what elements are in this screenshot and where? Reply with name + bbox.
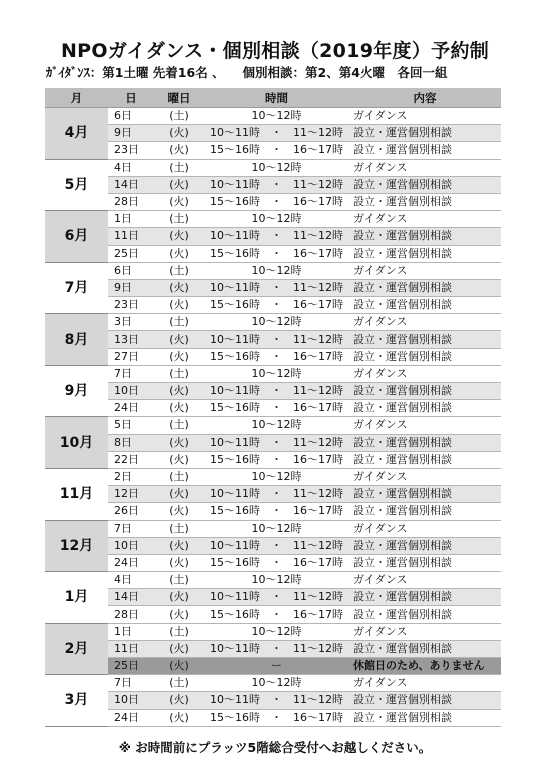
header-content: 内容 (349, 88, 501, 108)
time-cell: 10～11時 ・ 11～12時 (204, 589, 349, 606)
content-cell: ガイダンス (349, 314, 501, 331)
weekday-cell: (土) (154, 675, 204, 692)
content-cell: 設立・運営個別相談 (349, 503, 501, 520)
time-cell: 10～11時 ・ 11～12時 (204, 125, 349, 142)
weekday-cell: (土) (154, 417, 204, 434)
weekday-cell: (火) (154, 142, 204, 159)
schedule-row (45, 640, 501, 657)
header-weekday: 曜日 (154, 88, 204, 108)
day-cell: 23日 (108, 297, 154, 314)
content-cell: 設立・運営個別相談 (349, 640, 501, 657)
weekday-cell: (土) (154, 314, 204, 331)
schedule-row (45, 193, 501, 210)
weekday-cell: (火) (154, 606, 204, 623)
schedule-row (45, 125, 501, 142)
day-cell: 5日 (108, 417, 154, 434)
weekday-cell: (火) (154, 503, 204, 520)
time-cell: 15～16時 ・ 16～17時 (204, 709, 349, 726)
schedule-row (45, 520, 501, 537)
content-cell: 設立・運営個別相談 (349, 331, 501, 348)
day-cell: 14日 (108, 589, 154, 606)
content-cell: ガイダンス (349, 468, 501, 485)
day-cell: 9日 (108, 279, 154, 296)
time-cell: 10～11時 ・ 11～12時 (204, 383, 349, 400)
schedule-row (45, 572, 501, 589)
schedule-row (45, 486, 501, 503)
month-label: 5月 (45, 159, 108, 211)
content-cell: 設立・運営個別相談 (349, 451, 501, 468)
content-cell: ガイダンス (349, 108, 501, 125)
schedule-row (45, 314, 501, 331)
month-label: 4月 (45, 108, 108, 160)
weekday-cell: (火) (154, 434, 204, 451)
schedule-row (45, 692, 501, 709)
schedule-row (45, 503, 501, 520)
time-cell: 10～11時 ・ 11～12時 (204, 279, 349, 296)
month-label: 1月 (45, 572, 108, 624)
month-label: 3月 (45, 675, 108, 727)
time-cell: 10～12時 (204, 468, 349, 485)
footnote: ※ お時間前にプラッツ5階総合受付へお越しください。 (118, 740, 432, 755)
schedule-table (45, 88, 501, 727)
weekday-cell: (火) (154, 331, 204, 348)
schedule-row (45, 451, 501, 468)
content-cell: 設立・運営個別相談 (349, 383, 501, 400)
schedule-row (45, 468, 501, 485)
day-cell: 4日 (108, 159, 154, 176)
content-cell: 設立・運営個別相談 (349, 606, 501, 623)
day-cell: 7日 (108, 520, 154, 537)
content-cell: 設立・運営個別相談 (349, 434, 501, 451)
schedule-row (45, 606, 501, 623)
content-cell: 設立・運営個別相談 (349, 245, 501, 262)
time-cell: 15～16時 ・ 16～17時 (204, 348, 349, 365)
month-label: 10月 (45, 417, 108, 469)
time-cell: 10～11時 ・ 11～12時 (204, 692, 349, 709)
time-cell: 15～16時 ・ 16～17時 (204, 606, 349, 623)
time-cell: 10～11時 ・ 11～12時 (204, 228, 349, 245)
day-cell: 1日 (108, 211, 154, 228)
weekday-cell: (火) (154, 486, 204, 503)
content-cell: ガイダンス (349, 211, 501, 228)
day-cell: 8日 (108, 434, 154, 451)
weekday-cell: (火) (154, 554, 204, 571)
content-cell: 設立・運営個別相談 (349, 486, 501, 503)
day-cell: 12日 (108, 486, 154, 503)
header-month: 月 (45, 88, 108, 108)
day-cell: 24日 (108, 554, 154, 571)
month-label: 12月 (45, 520, 108, 572)
time-cell: 15～16時 ・ 16～17時 (204, 503, 349, 520)
time-cell: 15～16時 ・ 16～17時 (204, 193, 349, 210)
schedule-row-closed (45, 658, 501, 675)
time-cell: 15～16時 ・ 16～17時 (204, 451, 349, 468)
schedule-row (45, 589, 501, 606)
schedule-row (45, 434, 501, 451)
content-cell: 設立・運営個別相談 (349, 709, 501, 726)
day-cell: 14日 (108, 176, 154, 193)
page-title: NPOガイダンス・個別相談（2019年度）予約制 (60, 40, 490, 62)
weekday-cell: (火) (154, 228, 204, 245)
schedule-row (45, 400, 501, 417)
content-cell: ガイダンス (349, 623, 501, 640)
weekday-cell: (土) (154, 159, 204, 176)
day-cell: 4日 (108, 572, 154, 589)
content-cell: ガイダンス (349, 262, 501, 279)
content-cell: ガイダンス (349, 159, 501, 176)
day-cell: 26日 (108, 503, 154, 520)
weekday-cell: (土) (154, 262, 204, 279)
schedule-row (45, 159, 501, 176)
month-label: 9月 (45, 365, 108, 417)
subtitle-consultation-info: 個別相談：第2、第4火曜 各回一組 (242, 65, 448, 80)
header-day: 日 (108, 88, 154, 108)
time-cell: 10～11時 ・ 11～12時 (204, 486, 349, 503)
content-cell: 設立・運営個別相談 (349, 692, 501, 709)
time-cell: 10～12時 (204, 572, 349, 589)
time-cell: 15～16時 ・ 16～17時 (204, 142, 349, 159)
schedule-row (45, 245, 501, 262)
weekday-cell: (土) (154, 468, 204, 485)
time-cell: 10～12時 (204, 314, 349, 331)
content-cell: 設立・運営個別相談 (349, 176, 501, 193)
time-cell: 10～12時 (204, 108, 349, 125)
weekday-cell: (火) (154, 692, 204, 709)
schedule-row (45, 623, 501, 640)
day-cell: 7日 (108, 365, 154, 382)
schedule-row (45, 262, 501, 279)
subtitle-guidance-info: ｶﾞｲﾀﾞﾝｽ：第1土曜 先着16名 、 (46, 65, 225, 80)
time-cell: 15～16時 ・ 16～17時 (204, 400, 349, 417)
content-cell: ガイダンス (349, 572, 501, 589)
weekday-cell: (土) (154, 211, 204, 228)
content-cell: 設立・運営個別相談 (349, 554, 501, 571)
day-cell: 6日 (108, 108, 154, 125)
month-label: 7月 (45, 262, 108, 314)
schedule-row (45, 537, 501, 554)
weekday-cell: (火) (154, 400, 204, 417)
schedule-row (45, 279, 501, 296)
schedule-row (45, 331, 501, 348)
time-cell: 10～12時 (204, 262, 349, 279)
header-time: 時間 (204, 88, 349, 108)
day-cell: 27日 (108, 348, 154, 365)
day-cell: 28日 (108, 606, 154, 623)
time-cell: 15～16時 ・ 16～17時 (204, 554, 349, 571)
day-cell: 25日 (108, 245, 154, 262)
time-cell: 10～12時 (204, 159, 349, 176)
month-label: 8月 (45, 314, 108, 366)
weekday-cell: (火) (154, 279, 204, 296)
day-cell: 24日 (108, 400, 154, 417)
content-cell: 設立・運営個別相談 (349, 142, 501, 159)
weekday-cell: (火) (154, 658, 204, 675)
content-cell: 設立・運営個別相談 (349, 228, 501, 245)
weekday-cell: (火) (154, 176, 204, 193)
schedule-row (45, 142, 501, 159)
time-cell: 10～12時 (204, 520, 349, 537)
day-cell: 24日 (108, 709, 154, 726)
weekday-cell: (土) (154, 520, 204, 537)
content-cell: 設立・運営個別相談 (349, 400, 501, 417)
content-cell: 設立・運営個別相談 (349, 348, 501, 365)
weekday-cell: (火) (154, 709, 204, 726)
weekday-cell: (火) (154, 348, 204, 365)
schedule-row (45, 108, 501, 125)
weekday-cell: (土) (154, 572, 204, 589)
time-cell: 15～16時 ・ 16～17時 (204, 245, 349, 262)
weekday-cell: (土) (154, 365, 204, 382)
day-cell: 10日 (108, 383, 154, 400)
month-label: 6月 (45, 211, 108, 263)
page-subtitle (46, 63, 516, 81)
time-cell: 10～12時 (204, 365, 349, 382)
schedule-row (45, 365, 501, 382)
day-cell: 3日 (108, 314, 154, 331)
weekday-cell: (火) (154, 125, 204, 142)
content-cell: 休館日のため、ありません (349, 658, 501, 675)
time-cell: 10～12時 (204, 623, 349, 640)
day-cell: 13日 (108, 331, 154, 348)
schedule-row (45, 297, 501, 314)
time-cell: 10～11時 ・ 11～12時 (204, 331, 349, 348)
time-cell: 10～11時 ・ 11～12時 (204, 537, 349, 554)
schedule-row (45, 348, 501, 365)
content-cell: 設立・運営個別相談 (349, 125, 501, 142)
content-cell: ガイダンス (349, 417, 501, 434)
time-cell: 10～12時 (204, 675, 349, 692)
day-cell: 28日 (108, 193, 154, 210)
month-label: 2月 (45, 623, 108, 675)
day-cell: 9日 (108, 125, 154, 142)
weekday-cell: (火) (154, 383, 204, 400)
weekday-cell: (土) (154, 623, 204, 640)
content-cell: 設立・運営個別相談 (349, 537, 501, 554)
schedule-row (45, 176, 501, 193)
header-row (45, 88, 501, 108)
content-cell: 設立・運営個別相談 (349, 589, 501, 606)
weekday-cell: (火) (154, 589, 204, 606)
day-cell: 23日 (108, 142, 154, 159)
day-cell: 7日 (108, 675, 154, 692)
weekday-cell: (火) (154, 297, 204, 314)
schedule-body (45, 108, 501, 727)
weekday-cell: (土) (154, 108, 204, 125)
schedule-row (45, 211, 501, 228)
time-cell: 10～11時 ・ 11～12時 (204, 640, 349, 657)
time-cell: 10～12時 (204, 417, 349, 434)
time-cell: 10～11時 ・ 11～12時 (204, 176, 349, 193)
day-cell: 22日 (108, 451, 154, 468)
content-cell: 設立・運営個別相談 (349, 193, 501, 210)
time-cell: 15～16時 ・ 16～17時 (204, 297, 349, 314)
schedule-row (45, 554, 501, 571)
weekday-cell: (火) (154, 640, 204, 657)
schedule-row (45, 417, 501, 434)
month-label: 11月 (45, 468, 108, 520)
schedule-row (45, 675, 501, 692)
schedule-row (45, 228, 501, 245)
day-cell: 2日 (108, 468, 154, 485)
content-cell: ガイダンス (349, 675, 501, 692)
day-cell: 10日 (108, 537, 154, 554)
schedule-row (45, 709, 501, 726)
time-cell: 10～11時 ・ 11～12時 (204, 434, 349, 451)
time-cell: ー (204, 658, 349, 675)
content-cell: ガイダンス (349, 520, 501, 537)
time-cell: 10～12時 (204, 211, 349, 228)
schedule-row (45, 383, 501, 400)
day-cell: 11日 (108, 640, 154, 657)
weekday-cell: (火) (154, 193, 204, 210)
weekday-cell: (火) (154, 537, 204, 554)
day-cell: 11日 (108, 228, 154, 245)
day-cell: 10日 (108, 692, 154, 709)
day-cell: 1日 (108, 623, 154, 640)
content-cell: 設立・運営個別相談 (349, 279, 501, 296)
content-cell: ガイダンス (349, 365, 501, 382)
day-cell: 6日 (108, 262, 154, 279)
content-cell: 設立・運営個別相談 (349, 297, 501, 314)
day-cell: 25日 (108, 658, 154, 675)
weekday-cell: (火) (154, 451, 204, 468)
weekday-cell: (火) (154, 245, 204, 262)
